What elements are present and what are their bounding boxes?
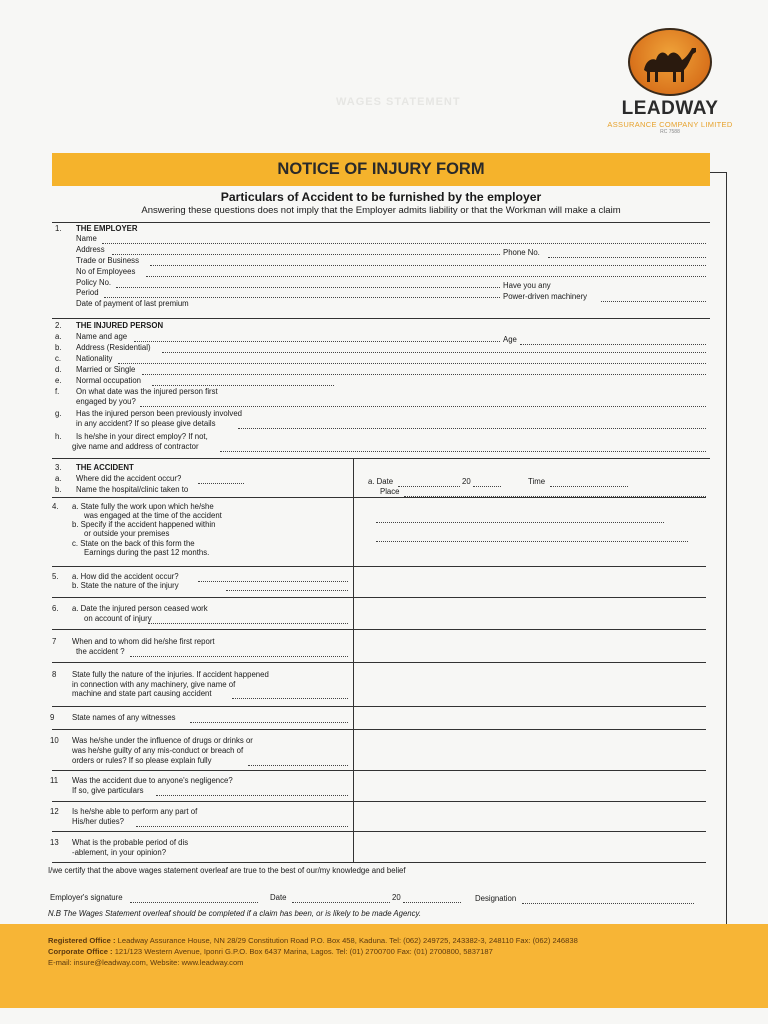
divider: [52, 662, 706, 663]
power-machinery-field[interactable]: [601, 293, 706, 302]
question-number: 9: [50, 713, 55, 722]
q11-text: If so, give particulars: [72, 786, 144, 795]
direct-employ-label: Is he/she in your direct employ? If not,: [76, 432, 208, 441]
nb-note: N.B The Wages Statement overleaf should be completed if a claim has been, or is likely to be made Agency.: [48, 909, 422, 918]
item-letter: a.: [55, 474, 62, 483]
divider: [52, 222, 710, 223]
item-letter: e.: [55, 376, 62, 385]
previous-accident-field[interactable]: [238, 420, 706, 429]
have-any-label: Have you any: [503, 281, 551, 290]
form-disclaimer: Answering these questions does not imply that the Employer admits liability or that the Workman will make a claim: [141, 205, 621, 216]
q5-text: a. How did the accident occur?: [72, 572, 179, 581]
divider: [52, 706, 706, 707]
item-letter: a.: [55, 332, 62, 341]
q13-text: -ablement, in your opinion?: [72, 848, 167, 857]
divider: [52, 566, 706, 567]
period-field[interactable]: [104, 289, 500, 298]
q9-text: State names of any witnesses: [72, 713, 176, 722]
q7-text: When and to whom did he/she first report: [72, 637, 215, 646]
engaged-date-label: On what date was the injured person first: [76, 387, 218, 396]
q8-text: machine and state part causing accident: [72, 689, 212, 698]
residential-address-label: Address (Residential): [76, 343, 151, 352]
item-letter: f.: [55, 387, 60, 396]
contractor-field[interactable]: [220, 443, 706, 452]
contact-text: E-mail: insure@leadway.com, Website: www.leadway.com: [48, 958, 244, 967]
q11-answer-field[interactable]: [156, 787, 348, 796]
period-label: Period: [76, 288, 99, 297]
previous-accident-label: Has the injured person been previously involved: [76, 409, 242, 418]
name-label: Name: [76, 234, 97, 243]
q8-text: State fully the nature of the injuries. If accident happened: [72, 670, 269, 679]
policy-field[interactable]: [116, 279, 500, 288]
logo-subtitle: ASSURANCE COMPANY LIMITED: [607, 120, 733, 129]
accident-location-label: Where did the accident occur?: [76, 474, 182, 483]
date-field[interactable]: [398, 478, 460, 487]
item-letter: c.: [55, 354, 62, 363]
form-title: NOTICE OF INJURY FORM: [277, 160, 485, 178]
q4-text: or outside your premises: [84, 529, 170, 538]
q5-text: b. State the nature of the injury: [72, 581, 179, 590]
q4-answer-field[interactable]: [376, 533, 688, 542]
residential-address-field[interactable]: [162, 344, 706, 353]
camel-icon: [628, 28, 712, 96]
q10-text: orders or rules? If so please explain fully: [72, 756, 212, 765]
engaged-date-field[interactable]: [140, 398, 706, 407]
marital-status-field[interactable]: [142, 366, 706, 375]
place-label: Place: [380, 487, 400, 496]
divider: [52, 597, 706, 598]
footer-band: [0, 924, 768, 1008]
q6-answer-field[interactable]: [148, 615, 348, 624]
question-number: 8: [52, 670, 57, 679]
q11-text: Was the accident due to anyone's negligence?: [72, 776, 233, 785]
name-age-label: Name and age: [76, 332, 128, 341]
name-age-field[interactable]: [134, 333, 500, 342]
question-number: 4.: [52, 502, 59, 511]
question-number: 6.: [52, 604, 59, 613]
frame-border: [710, 172, 727, 961]
divider: [52, 318, 710, 319]
item-letter: g.: [55, 409, 62, 418]
item-letter: d.: [55, 365, 62, 374]
section-number: 2.: [55, 321, 62, 330]
previous-accident-label-2: in any accident? If so please give details: [76, 419, 216, 428]
question-number: 11: [50, 776, 59, 785]
section-number: 1.: [55, 224, 62, 233]
q6-text: a. Date the injured person ceased work: [72, 604, 208, 613]
divider: [52, 729, 706, 730]
corporate-office-text: 121/123 Western Avenue, Iponri G.P.O. Box 6437 Marina, Lagos. Tel: (01) 2700700 Fax: (01) 2700800, 5837187: [114, 947, 493, 956]
q4-text: b. Specify if the accident happened within: [72, 520, 216, 529]
q8-text: in connection with any machinery, give name of: [72, 680, 236, 689]
q4-text: was engaged at the time of the accident: [84, 511, 222, 520]
name-field[interactable]: [102, 235, 706, 244]
q4-answer-field[interactable]: [376, 514, 664, 523]
trade-field[interactable]: [150, 257, 706, 266]
contractor-label: give name and address of contractor: [72, 442, 199, 451]
trade-label: Trade or Business: [76, 256, 139, 265]
designation-label: Designation: [475, 894, 517, 903]
sign-year-label: 20: [392, 893, 401, 902]
power-machinery-label: Power-driven machinery: [503, 292, 588, 301]
age-label: Age: [503, 335, 517, 344]
section-number: 3.: [55, 463, 62, 472]
title-bar: [52, 153, 710, 186]
designation-field[interactable]: [522, 895, 694, 904]
engaged-date-label-2: engaged by you?: [76, 397, 136, 406]
divider: [52, 497, 706, 498]
section-heading: THE EMPLOYER: [76, 224, 138, 233]
divider: [52, 629, 706, 630]
item-letter: b.: [55, 485, 62, 494]
registered-office-text: Leadway Assurance House, NN 28/29 Constitution Road P.O. Box 458, Kaduna. Tel: (062) 249725, 243382-3, 248110 Fax: (062) 246838: [117, 936, 578, 945]
occupation-field[interactable]: [152, 377, 334, 386]
form-subtitle: Particulars of Accident to be furnished by the employer: [220, 190, 542, 204]
divider: [52, 831, 706, 832]
q12-text: His/her duties?: [72, 817, 125, 826]
question-number: 7: [52, 637, 57, 646]
section-heading: THE ACCIDENT: [76, 463, 134, 472]
q4-text: c. State on the back of this form the: [72, 539, 195, 548]
q4-text: a. State fully the work upon which he/she: [72, 502, 214, 511]
question-number: 13: [50, 838, 59, 847]
q5-answer-field[interactable]: [226, 582, 348, 591]
year-field[interactable]: [473, 478, 501, 487]
registered-office-label: Registered Office :: [48, 936, 116, 945]
payment-date-label: Date of payment of last premium: [76, 299, 189, 308]
address-label: Address: [76, 245, 105, 254]
sign-date-label: Date: [270, 893, 287, 902]
q4-text: Earnings during the past 12 months.: [84, 548, 210, 557]
item-letter: b.: [55, 343, 62, 352]
sign-year-field[interactable]: [403, 894, 461, 903]
q13-text: What is the probable period of dis: [72, 838, 189, 847]
employees-label: No of Employees: [76, 267, 136, 276]
accident-location-field[interactable]: [198, 475, 244, 484]
logo-est: RC 7588: [660, 129, 680, 135]
q5-answer-field[interactable]: [198, 573, 348, 582]
marital-status-label: Married or Single: [76, 365, 136, 374]
q6-text: on account of injury: [84, 614, 152, 623]
question-number: 12: [50, 807, 59, 816]
logo-name: LEADWAY: [621, 98, 719, 119]
q12-answer-field[interactable]: [136, 818, 348, 827]
certification-text: I/we certify that the above wages statement overleaf are true to the best of our/my knowledge and belief: [48, 866, 406, 875]
watermark-text: WAGES STATEMENT: [336, 96, 461, 108]
q7-answer-field[interactable]: [130, 648, 348, 657]
sign-date-field[interactable]: [292, 894, 390, 903]
q7-text: the accident ?: [76, 647, 125, 656]
question-number: 5.: [52, 572, 59, 581]
divider: [52, 862, 706, 863]
q10-text: was he/she guilty of any mis-conduct or breach of: [72, 746, 244, 755]
item-letter: h.: [55, 432, 62, 441]
divider: [52, 458, 710, 459]
year-label: 20: [462, 477, 471, 486]
divider: [52, 801, 706, 802]
q10-text: Was he/she under the influence of drugs or drinks or: [72, 736, 253, 745]
date-label: a. Date: [368, 477, 394, 486]
time-field[interactable]: [550, 478, 628, 487]
policy-label: Policy No.: [76, 278, 112, 287]
nationality-field[interactable]: [118, 355, 706, 364]
hospital-label: Name the hospital/clinic taken to: [76, 485, 189, 494]
leadway-logo: [600, 28, 740, 135]
phone-label: Phone No.: [503, 248, 540, 257]
address-field[interactable]: [112, 246, 500, 255]
q9-answer-field[interactable]: [190, 714, 348, 723]
section-heading: THE INJURED PERSON: [76, 321, 164, 330]
signature-label: Employer's signature: [50, 893, 123, 902]
q12-text: Is he/she able to perform any part of: [72, 807, 198, 816]
q8-answer-field[interactable]: [232, 690, 348, 699]
question-number: 10: [50, 736, 59, 745]
occupation-label: Normal occupation: [76, 376, 142, 385]
signature-field[interactable]: [130, 894, 258, 903]
q10-answer-field[interactable]: [248, 757, 348, 766]
time-label: Time: [528, 477, 546, 486]
nationality-label: Nationality: [76, 354, 113, 363]
divider: [52, 770, 706, 771]
employees-field[interactable]: [146, 268, 706, 277]
corporate-office-label: Corporate Office :: [48, 947, 113, 956]
place-field[interactable]: [404, 488, 706, 497]
